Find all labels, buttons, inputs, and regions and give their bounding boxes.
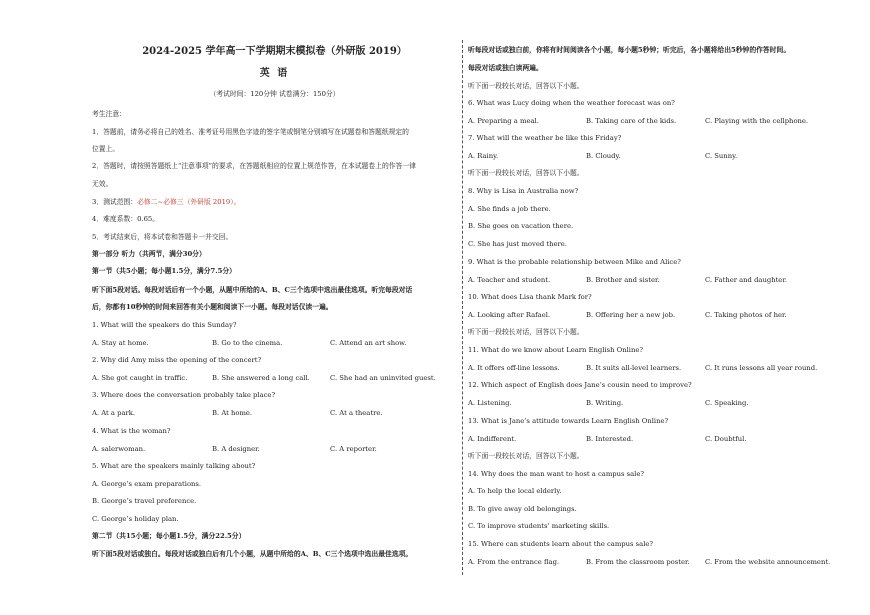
q5-option-a: A. George’s exam preparations. (92, 480, 202, 488)
listen-instruction-4: 听下面一段较长对话，回答以下小题。 (468, 452, 584, 460)
q7-option-b: B. Cloudy. (586, 152, 621, 160)
q12-option-b: B. Writing. (586, 399, 624, 407)
section1-instructions-a: 听下面5段对话。每段对话后有一个小题，从题中所给的A、B、C三个选项中选出最佳选项。听完每段对话 (92, 286, 413, 294)
exam-title: 2024-2025 学年高一下学期期末模拟卷（外研版 2019） (142, 46, 407, 57)
q6-option-a: A. Preparing a meal. (468, 117, 539, 125)
listen-instruction-1: 听下面一段较长对话，回答以下小题。 (468, 82, 584, 90)
q4-option-c: C. A reporter. (330, 445, 377, 453)
q5-option-c: C. George’s holiday plan. (92, 515, 179, 523)
q13-option-a: A. Indifferent. (468, 435, 517, 443)
listen-instruction-3: 听下面一段较长对话，回答以下小题。 (468, 328, 584, 336)
q9-option-b: B. Brother and sister. (586, 276, 660, 284)
note-2b: 无效。 (92, 180, 113, 188)
q14-option-a: A. To help the local elderly. (468, 487, 562, 495)
section1-instructions-b: 后，你都有10秒钟的时间来回答有关小题和阅读下一小题。每段对话仅读一遍。 (92, 303, 333, 311)
note-3-range: 必修二~必修三（外研版 2019）。 (137, 198, 241, 206)
question-1: 1. What will the speakers do this Sunday? (92, 321, 237, 329)
section2-instructions-c: 每段对话或独白读两遍。 (468, 64, 543, 72)
q2-option-a: A. She got caught in traffic. (92, 374, 188, 382)
section2-instructions-a: 听下面5段对话或独白。每段对话或独白后有几个小题，从题中所给的A、B、C三个选项中选出最佳选项。 (92, 550, 413, 558)
q15-option-b: B. From the classroom poster. (586, 558, 690, 566)
q4-option-a: A. salerwoman. (92, 445, 146, 453)
q11-option-c: C. It runs lessons all year round. (705, 364, 818, 372)
question-9: 9. What is the probable relationship between Mike and Alice? (468, 258, 681, 266)
question-11: 11. What do we know about Learn English Online? (468, 346, 643, 354)
q8-option-b: B. She goes on vacation there. (468, 222, 574, 230)
question-10: 10. What does Lisa thank Mark for? (468, 293, 592, 301)
q10-option-c: C. Taking photos of her. (705, 311, 787, 319)
question-4: 4. What is the woman? (92, 427, 171, 435)
question-7: 7. What will the weather be like this Friday? (468, 134, 622, 142)
q10-option-b: B. Offering her a new job. (586, 311, 676, 319)
q14-option-c: C. To improve students’ marketing skills. (468, 522, 610, 530)
q6-option-b: B. Taking care of the kids. (586, 117, 677, 125)
question-15: 15. Where can students learn about the campus sale? (468, 540, 654, 548)
q9-option-a: A. Teacher and student. (468, 276, 551, 284)
notes-heading: 考生注意： (92, 110, 126, 118)
note-3 (92, 199, 240, 206)
q3-option-a: A. At a park. (92, 409, 136, 417)
note-1b: 位置上。 (92, 145, 120, 153)
q5-option-b: B. George’s travel preference. (92, 497, 197, 505)
q13-option-b: B. Interested. (586, 435, 634, 443)
question-12: 12. Which aspect of English does Jane’s cousin need to improve? (468, 381, 692, 389)
q15-option-c: C. From the website announcement. (705, 558, 831, 566)
q2-option-b: B. She answered a long call. (212, 374, 310, 382)
q15-option-a: A. From the entrance flag. (468, 558, 560, 566)
note-2a: 2．答题时，请按照答题纸上“注意事项”的要求，在答题纸相应的位置上规范作答，在本试题卷上的作答一律 (92, 162, 416, 170)
q6-option-c: C. Playing with the cellphone. (705, 117, 809, 125)
q11-option-b: B. It suits all-level learners. (586, 364, 682, 372)
q7-option-c: C. Sunny. (705, 152, 738, 160)
q12-option-c: C. Speaking. (705, 399, 749, 407)
q3-option-c: C. At a theatre. (330, 409, 383, 417)
q3-option-b: B. At home. (212, 409, 253, 417)
q13-option-c: C. Doubtful. (705, 435, 747, 443)
note-1a: 1．答题前，请务必将自己的姓名、准考证号用黑色字迹的签字笔或钢笔分别填写在试题卷和答题纸规定的 (92, 128, 409, 136)
question-3: 3. Where does the conversation probably take place? (92, 391, 276, 399)
question-14: 14. Why does the man want to host a campus sale? (468, 470, 645, 478)
question-8: 8. Why is Lisa in Australia now? (468, 187, 579, 195)
section1-heading: 第一节（共5小题；每小题1.5分，满分7.5分） (92, 267, 236, 275)
q7-option-a: A. Rainy. (468, 152, 499, 160)
q12-option-a: A. Listening. (468, 399, 512, 407)
q1-option-c: C. Attend an art show. (330, 339, 407, 347)
note-5: 5．考试结束后，将本试卷和答题卡一并交回。 (92, 233, 233, 241)
q8-option-c: C. She has just moved there. (468, 240, 567, 248)
question-2: 2. Why did Amy miss the opening of the concert? (92, 356, 262, 364)
question-5: 5. What are the speakers mainly talking about? (92, 462, 256, 470)
column-divider (462, 40, 463, 575)
q10-option-a: A. Looking after Rafael. (468, 311, 551, 319)
q8-option-a: A. She finds a job there. (468, 205, 551, 213)
q1-option-a: A. Stay at home. (92, 339, 149, 347)
section2-instructions-b: 听每段对话或独白前，你将有时间阅读各个小题，每小题5秒钟；听完后，各小题将给出5秒钟的作答时间。 (468, 46, 791, 54)
q14-option-b: B. To give away old belongings. (468, 505, 577, 513)
q11-option-a: A. It offers off-line lessons. (468, 364, 560, 372)
section2-heading: 第二节（共15小题；每小题1.5分，满分22.5分） (92, 532, 246, 540)
note-3-prefix: 3．测试范围： (92, 198, 138, 206)
listen-instruction-2: 听下面一段较长对话，回答以下小题。 (468, 169, 584, 177)
part1-heading: 第一部分 听力（共两节，满分30分） (92, 250, 206, 258)
note-4: 4．难度系数：0.65。 (92, 215, 160, 223)
exam-info: （考试时间：120分钟 试卷满分：150分） (209, 90, 340, 98)
question-13: 13. What is Jane’s attitude towards Learn English Online? (468, 417, 669, 425)
q1-option-b: B. Go to the cinema. (212, 339, 283, 347)
q9-option-c: C. Father and daughter. (705, 276, 787, 284)
q2-option-c: C. She had an uninvited guest. (330, 374, 436, 382)
q4-option-b: B. A designer. (212, 445, 260, 453)
exam-subject: 英 语 (259, 68, 290, 79)
question-6: 6. What was Lucy doing when the weather forecast was on? (468, 99, 675, 107)
